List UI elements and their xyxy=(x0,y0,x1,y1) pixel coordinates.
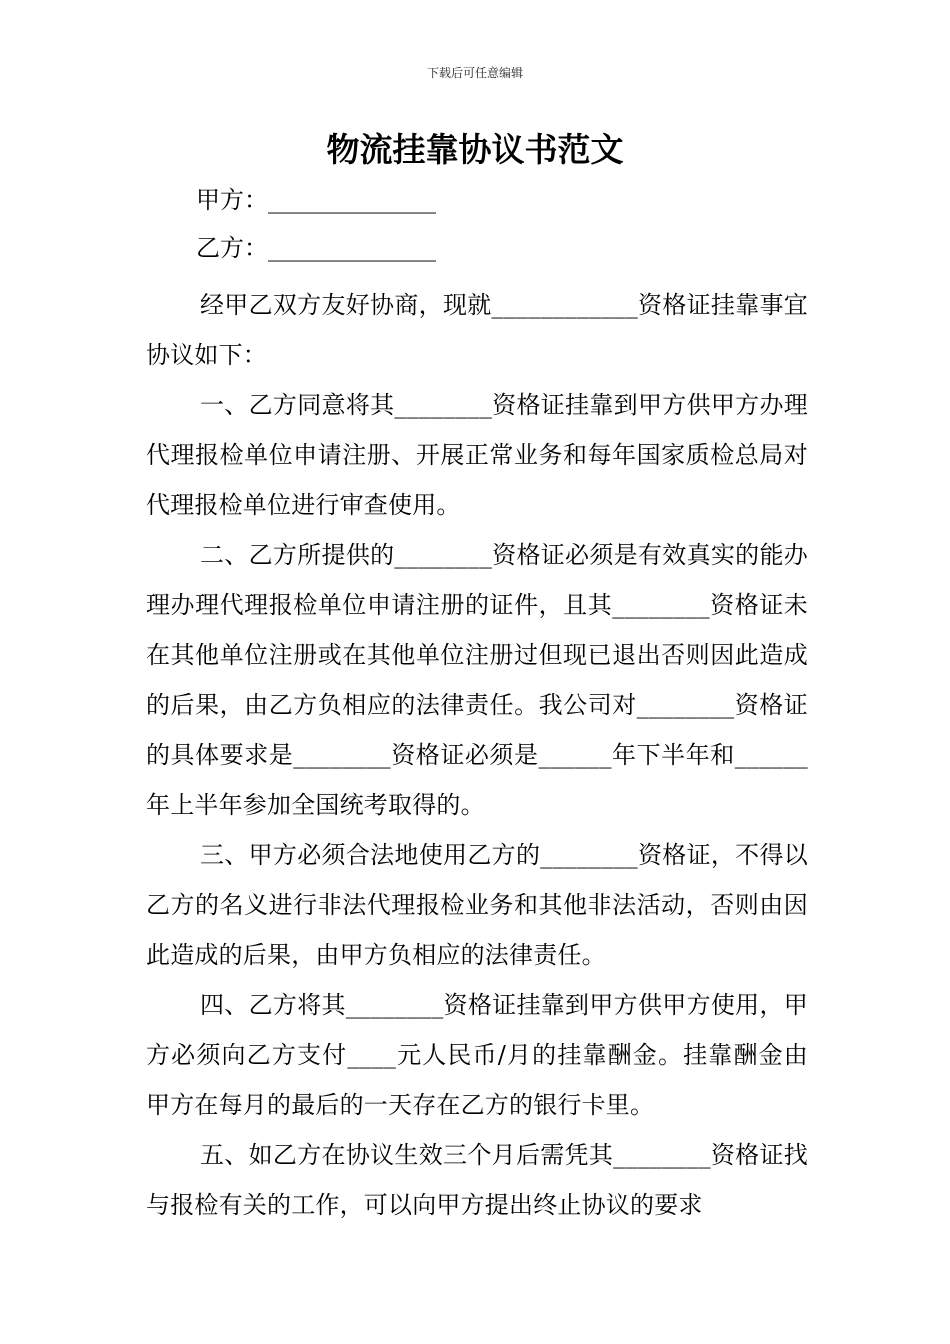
clause-3: 三、甲方必须合法地使用乙方的________资格证，不得以乙方的名义进行非法代理报检业务和其他非法活动，否则由因此造成的后果，由甲方负相应的法律责任。 xyxy=(146,841,808,969)
party-a-line: 甲方：______________ xyxy=(196,186,436,214)
clause-2: 二、乙方所提供的________资格证必须是有效真实的能办理办理代理报检单位申请注册的证件，且其________资格证未在其他单位注册或在其他单位注册过但现已退出否则因此造成的后果，由乙方负相应的法律责任。我公司对________资格证的具体要求是________资格证必须是______年下半年和______年上半年参加全国统考取得的。 xyxy=(146,541,808,819)
agreement-body xyxy=(146,280,808,1230)
party-b-line: 乙方：______________ xyxy=(196,234,436,262)
clause-4: 四、乙方将其________资格证挂靠到甲方供甲方使用，甲方必须向乙方支付____元人民币/月的挂靠酬金。挂靠酬金由甲方在每月的最后的一天存在乙方的银行卡里。 xyxy=(146,991,808,1119)
header-note: 下载后可任意编辑 xyxy=(426,66,523,80)
document-title: 物流挂靠协议书范文 xyxy=(326,130,624,169)
intro-paragraph: 经甲乙双方友好协商，现就____________资格证挂靠事宜协议如下： xyxy=(146,291,808,369)
clause-5: 五、如乙方在协议生效三个月后需凭其________资格证找与报检有关的工作，可以向甲方提出终止协议的要求 xyxy=(146,1141,808,1219)
clause-1: 一、乙方同意将其________资格证挂靠到甲方供甲方办理代理报检单位申请注册、开展正常业务和每年国家质检总局对代理报检单位进行审查使用。 xyxy=(146,391,808,519)
